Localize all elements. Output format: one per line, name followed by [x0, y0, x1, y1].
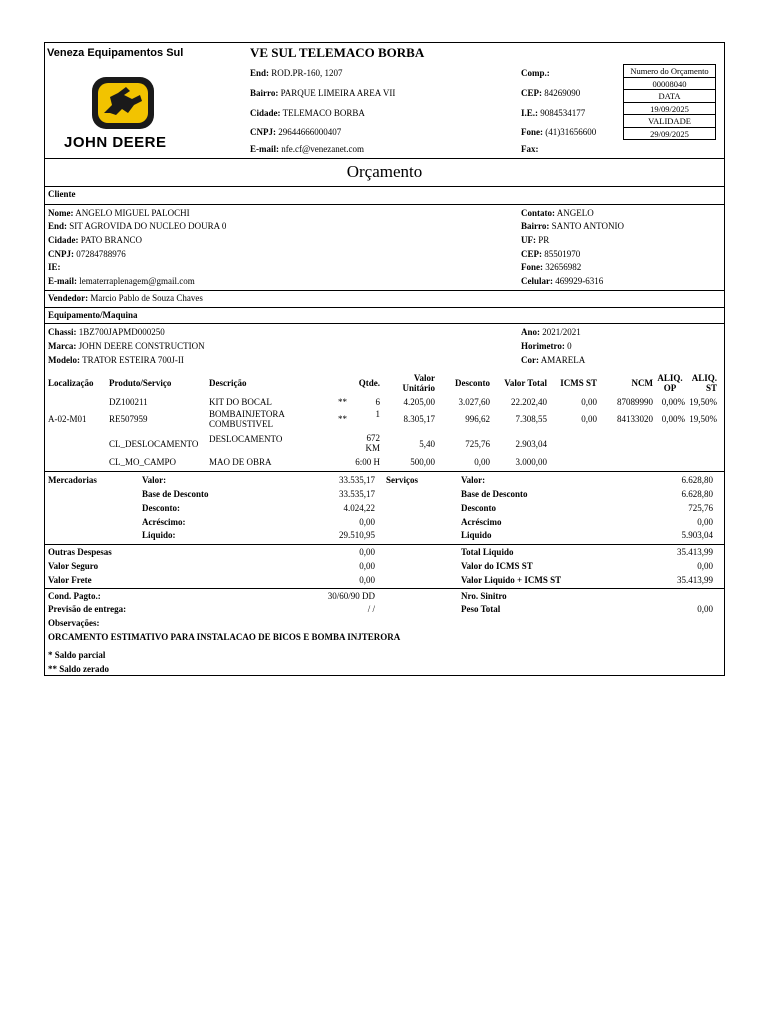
equip-horimetro: Horimetro: 0	[521, 341, 572, 351]
cell-qtde: 6	[375, 397, 380, 407]
company-cnpj: CNPJ: 29644666000407	[250, 127, 342, 137]
serv-liquido: 5.903,04	[681, 530, 713, 540]
cell-prod: RE507959	[109, 414, 148, 424]
equip-modelo: Modelo: TRATOR ESTEIRA 700J-II	[48, 355, 184, 365]
equip-chassi: Chassi: 1BZ700JAPMD000250	[48, 327, 165, 337]
company-cep: CEP: 84269090	[521, 88, 581, 98]
equip-marca: Marca: JOHN DEERE CONSTRUCTION	[48, 341, 205, 351]
client-end: End: SIT AGROVIDA DO NUCLEO DOURA 0	[48, 221, 227, 231]
cell-total: 7.308,55	[515, 414, 547, 424]
merc-base: 33.535,17	[339, 489, 375, 499]
client-section-label: Cliente	[48, 189, 76, 199]
mercadorias-label: Mercadorias	[48, 475, 97, 485]
quote-number-box	[623, 64, 716, 140]
merc-acrescimo: 0,00	[359, 517, 375, 527]
client-uf: UF: PR	[521, 235, 550, 245]
total-liquido: 35.413,99	[677, 547, 713, 557]
servicos-label: Serviços	[386, 475, 418, 485]
cell-ncm: 84133020	[617, 414, 653, 424]
cell-ncm: 87089990	[617, 397, 653, 407]
company-cidade: Cidade: TELEMACO BORBA	[250, 108, 365, 118]
cell-vunit: 8.305,17	[403, 414, 435, 424]
quote-number-label: Numero do Orçamento	[624, 65, 715, 78]
client-fone: Fone: 32656982	[521, 262, 582, 272]
cell-desc2: COMBUSTIVEL	[209, 419, 274, 429]
john-deere-logo-icon	[92, 77, 154, 129]
quote-date-label: DATA	[624, 90, 715, 103]
cell-loc: A-02-M01	[48, 414, 87, 424]
saldo-parcial: * Saldo parcial	[48, 650, 106, 660]
client-contato: Contato: ANGELO	[521, 208, 594, 218]
cell-vunit: 5,40	[419, 439, 435, 449]
valor-seguro: 0,00	[359, 561, 375, 571]
company-bairro: Bairro: PARQUE LIMEIRA AREA VII	[250, 88, 396, 98]
cell-total: 3.000,00	[515, 457, 547, 467]
quote-number: 00008040	[624, 78, 715, 91]
peso-total: 0,00	[697, 604, 713, 614]
client-bairro: Bairro: SANTO ANTONIO	[521, 221, 624, 231]
cell-prod: CL_DESLOCAMENTO	[109, 439, 199, 449]
quote-validity-label: VALIDADE	[624, 115, 715, 128]
cell-desc1: MAO DE OBRA	[209, 457, 272, 467]
cell-qtde: 1	[375, 409, 380, 419]
cell-qtde: 6:00 H	[355, 457, 380, 467]
valor-frete: 0,00	[359, 575, 375, 585]
equip-ano: Ano: 2021/2021	[521, 327, 581, 337]
observacoes: ORCAMENTO ESTIMATIVO PARA INSTALACAO DE BICOS E BOMBA INJTERORA	[48, 632, 401, 642]
company-name: VE SUL TELEMACO BORBA	[250, 45, 425, 60]
serv-valor: 6.628,80	[681, 475, 713, 485]
equipment-section-label: Equipamento/Maquina	[48, 310, 138, 320]
client-email: E-mail: lematerraplenagem@gmail.com	[48, 276, 195, 286]
client-cidade: Cidade: PATO BRANCO	[48, 235, 143, 245]
cell-icms: 0,00	[581, 397, 597, 407]
brand-name: Veneza Equipamentos Sul	[47, 47, 184, 59]
cell-flag: **	[338, 397, 347, 407]
cell-desc_val: 0,00	[474, 457, 490, 467]
cell-desc_val: 996,62	[465, 414, 490, 424]
client-cnpj: CNPJ: 07284788976	[48, 249, 126, 259]
cell-aliq_st: 19,50%	[689, 397, 717, 407]
company-email: E-mail: nfe.cf@venezanet.com	[250, 144, 364, 154]
page-title: Orçamento	[346, 162, 423, 181]
quote-date: 19/09/2025	[624, 103, 715, 116]
cell-aliq_op: 0,00%	[661, 414, 685, 424]
cell-flag: **	[338, 414, 347, 424]
previsao-entrega: / /	[367, 604, 375, 614]
cell-qtde: 672	[366, 433, 380, 443]
cell-prod: CL_MO_CAMPO	[109, 457, 177, 467]
vendedor: Vendedor: Marcio Pablo de Souza Chaves	[48, 293, 203, 303]
cell-vunit: 4.205,00	[403, 397, 435, 407]
serv-base: 6.628,80	[681, 489, 713, 499]
cell-desc1: KIT DO BOCAL	[209, 397, 272, 407]
client-celular: Celular: 469929-6316	[521, 276, 604, 286]
valor-liquido-icms: 35.413,99	[677, 575, 713, 585]
valor-icms-st: 0,00	[697, 561, 713, 571]
serv-acrescimo: 0,00	[697, 517, 713, 527]
cell-icms: 0,00	[581, 414, 597, 424]
merc-valor: 33.535,17	[339, 475, 375, 485]
cell-aliq_op: 0,00%	[661, 397, 685, 407]
cell-total: 22.202,40	[511, 397, 547, 407]
cell-vunit: 500,00	[410, 457, 435, 467]
company-fax: Fax:	[521, 144, 539, 154]
merc-liquido: 29.510,95	[339, 530, 375, 540]
outras-despesas: 0,00	[359, 547, 375, 557]
company-fone: Fone: (41)31656600	[521, 127, 597, 137]
equip-cor: Cor: AMARELA	[521, 355, 586, 365]
client-ie: IE:	[48, 262, 61, 272]
cell-total: 2.903,04	[515, 439, 547, 449]
quote-validity: 29/09/2025	[650, 128, 689, 139]
client-cep: CEP: 85501970	[521, 249, 581, 259]
cell-qtde-unit: KM	[365, 443, 380, 453]
cell-desc_val: 725,76	[465, 439, 490, 449]
cell-prod: DZ100211	[109, 397, 148, 407]
cell-desc1: DESLOCAMENTO	[209, 434, 283, 444]
cell-desc_val: 3.027,60	[458, 397, 490, 407]
company-ie: I.E.: 9084534177	[521, 108, 586, 118]
client-nome: Nome: ANGELO MIGUEL PALOCHI	[48, 208, 190, 218]
company-end: End: ROD.PR-160, 1207	[250, 68, 343, 78]
company-comp: Comp.:	[521, 68, 550, 78]
cond-pagto: 30/60/90 DD	[327, 591, 375, 601]
saldo-zerado: ** Saldo zerado	[48, 664, 110, 674]
logo-text: JOHN DEERE	[64, 134, 167, 151]
cell-aliq_st: 19,50%	[689, 414, 717, 424]
serv-desconto: 725,76	[688, 503, 713, 513]
cell-desc1: BOMBAINJETORA	[209, 409, 285, 419]
merc-desconto: 4.024,22	[343, 503, 375, 513]
